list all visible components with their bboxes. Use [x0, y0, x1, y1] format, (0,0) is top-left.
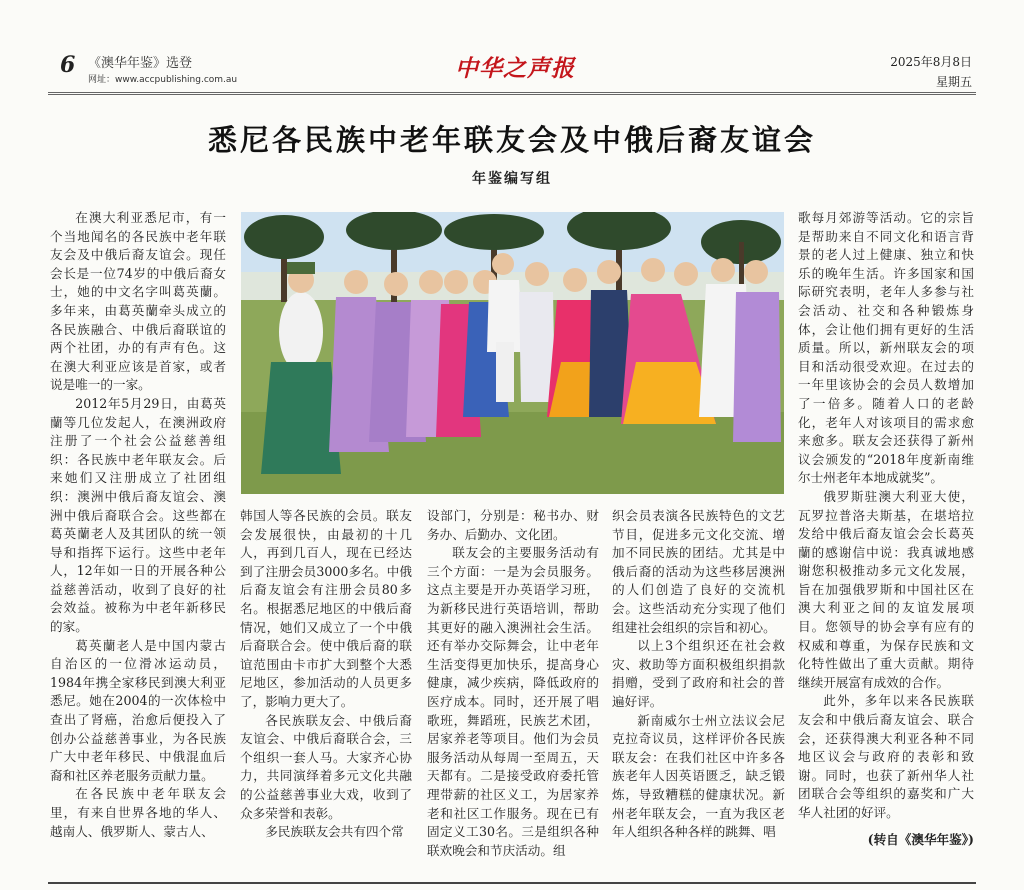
page-number: 6 — [60, 52, 76, 78]
paragraph: 联友会的主要服务活动有三个方面：一是为会员服务。这点主要是开办英语学习班，为新移民进行英语培训，帮助其更好的融入澳洲社会生活。还有举办交际舞会，让中老年生活变得更加快乐，提高身心健康，减少疾病，降低政府的医疗成本。同时，还开展了唱歌班，舞蹈班，民族艺术团，居家养老等项目。他们为会员服务活动从每周一至周五，天天都有。二是接受政府委托管理带薪的社区义工，为居家养老和社区工作服务。现在已有固定义工30名。三是组织各种联欢晚会和节庆活动。组 — [427, 545, 599, 858]
paragraph: 葛英蘭老人是中国内蒙古自治区的一位滑冰运动员，1984年携全家移民到澳大利亚悉尼。她在2004的一次体检中查出了肾癌，治愈后便投入了创办公益慈善事业，为各民族广大中老年移民、中俄混血后裔和社区养老服务贡献力量。 — [50, 637, 226, 783]
article-byline: 年鉴编写组 — [472, 171, 552, 187]
paragraph: 织会员表演各民族特色的文艺节目，促进多元文化交流、增加不同民族的团结。尤其是中俄后裔的活动为这些移居澳洲的人们创造了良好的交流机会。这些活动充分实现了他们组建社会组织的宗旨和初心。 — [612, 508, 785, 635]
paragraph: 多民族联友会共有四个常 — [265, 824, 404, 840]
header-rule-thin — [48, 94, 976, 95]
paragraph: 在各民族中老年联友会里，有来自世界各地的华人、越南人、俄罗斯人、蒙古人、 — [50, 786, 226, 839]
article-column-1 — [50, 209, 226, 841]
weekday-text: 星期五 — [935, 75, 972, 89]
article-column-3 — [427, 507, 599, 860]
newspaper-logo: 中华之声报 — [455, 55, 575, 82]
paragraph: 此外，多年以来各民族联友会和中俄后裔友谊会、联合会，还获得澳大利亚各种不同地区议会与政府的表彰和致谢。同时，也获了新州华人社团联合会等组织的嘉奖和广大华人社团的好评。 — [798, 693, 974, 820]
paragraph: 2012年5月29日，由葛英蘭等几位发起人，在澳洲政府注册了一个社会公益慈善组织：各民族中老年联友会。后来她们又注册成立了社团组织：澳洲中俄后裔友谊会、澳洲中俄后裔联合会。这些都在葛英蘭老人及其团队的统一领导和指挥下运行。这些中老年人，12年如一日的开展各种公益慈善活动，收到了良好的社会效益。被称为中老年新移民的家。 — [50, 395, 226, 635]
date-text: 2025年8月8日 — [890, 55, 972, 69]
paragraph: 在澳大利亚悉尼市，有一个当地闻名的各民族中老年联友会及中俄后裔友谊会。现任会长是一位74岁的中俄后裔女士，她的中文名字叫葛英蘭。多年来，由葛英蘭牵头成立的各民族融合、中俄后裔联谊的两个社团，办的有声有色。这在澳大利亚应该是首家，或者说是唯一的一家。 — [50, 210, 226, 393]
paragraph: 新南威尔士州立法议会尼克拉奇议员，这样评价各民族联友会：在我们社区中许多各族老年人因英语匮乏，缺乏锻炼，导致糟糕的健康状况。新州老年联友会，一直为我区老年人组织各种各样的跳舞、唱 — [612, 712, 785, 840]
page-header — [0, 0, 1024, 92]
paragraph: 韩国人等各民族的会员。联友会发展很快，由最初的十几人，再到几百人，现在已经达到了注册会员3000多名。中俄后裔友谊会有注册会员80多名。根据悉尼地区的中俄后裔情况，她们又成立了一个中俄后裔联合会。使中俄后裔的联谊范围由卡市扩大到整个大悉尼地区，参加活动的人员更多了，影响力更大了。 — [240, 508, 412, 709]
header-rule — [48, 92, 976, 93]
article-column-2 — [240, 507, 412, 842]
article-title: 悉尼各民族中老年联友会及中俄后裔友谊会 — [207, 123, 816, 157]
paragraph: 俄罗斯驻澳大利亚大使，瓦罗拉普洛夫斯基，在堪培拉发给中俄后裔友谊会会长葛英蘭的感谢信中说：我真诚地感谢您积极推动多元文化发展，旨在加强俄罗斯和中国社区在澳大利亚之间的友谊发展项目。您领导的协会享有应有的权威和尊重，为保存民族和文化特性做出了重大贡献。期待继续开展富有成效的合作。 — [798, 488, 974, 690]
article-column-4 — [612, 507, 785, 842]
source-credit: (转自《澳华年鉴》) — [867, 831, 974, 847]
paragraph: 以上3个组织还在社会救灾、救助等方面积极组织捐款捐赠，受到了政府和社会的普遍好评。 — [612, 638, 785, 709]
group-photo — [241, 212, 784, 494]
paragraph: 设部门，分别是：秘书办、财务办、后勤办、文化团。 — [427, 508, 599, 542]
article-column-5 — [798, 209, 974, 849]
website-url[interactable]: 网址：www.accpublishing.com.au — [88, 75, 238, 85]
paragraph: 各民族联友会、中俄后裔友谊会、中俄后裔联合会，三个组织一套人马。大家齐心协力，共同演绎着多元文化共融的公益慈善事业大戏，收到了众多荣誉和表彰。 — [240, 712, 412, 821]
selected-from-label: 《澳华年鉴》选登 — [88, 56, 193, 71]
paragraph: 歌每月郊游等活动。它的宗旨是帮助来自不同文化和语言背景的老人过上健康、独立和快乐的晚年生活。许多国家和国际研究表明，老年人多参与社会活动、社交和各种锻炼身体，会让他们拥有更好的生活质量。所以，新州联友会的项目和活动很受欢迎。在过去的一年里该协会的会员人数增加了一倍多。随着人口的老龄化，老年人对该项目的需求愈来愈多。联友会还获得了新州议会颁发的“2018年度新南维尔士州老年本地成就奖”。 — [798, 210, 974, 486]
group-photo-illustration — [241, 212, 784, 494]
issue-date — [890, 52, 972, 92]
footer-rule — [48, 882, 976, 884]
